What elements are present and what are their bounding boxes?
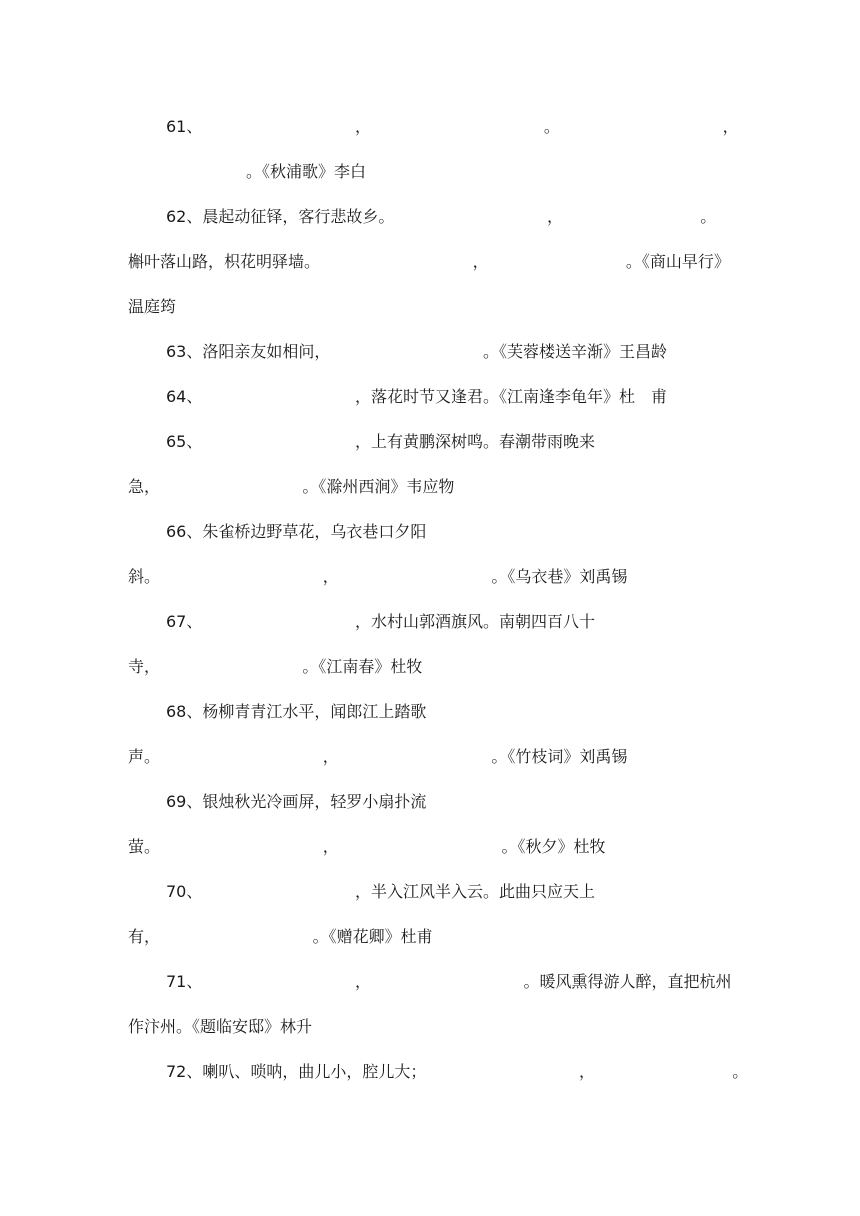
question-70-line-2: 有， 。《赠花卿》杜甫 (128, 927, 433, 946)
question-63-line-1: 63、洛阳亲友如相问， 。《芙蓉楼送辛渐》王昌龄 (166, 342, 667, 361)
question-65-line-2: 急， 。《滁州西涧》韦应物 (128, 477, 455, 496)
question-72-line-1: 72、喇叭、唢呐，曲儿小，腔儿大； ， 。 (166, 1062, 749, 1081)
question-71-line-1: 71、 ， 。暖风熏得游人醉，直把杭州 (166, 972, 732, 991)
question-68-line-1: 68、杨柳青青江水平，闻郎江上踏歌 (166, 702, 427, 721)
question-69-line-2: 萤。 ， 。《秋夕》杜牧 (128, 837, 606, 856)
question-71-line-2: 作汴州。《题临安邸》林升 (128, 1017, 313, 1036)
question-62-line-3: 温庭筠 (128, 297, 177, 316)
question-69-line-1: 69、银烛秋光冷画屏，轻罗小扇扑流 (166, 792, 427, 811)
question-61-line-2: 。《秋浦歌》李白 (246, 162, 367, 181)
question-62-line-2: 槲叶落山路，枳花明驿墙。 ， 。《商山早行》 (128, 252, 730, 271)
question-68-line-2: 声。 ， 。《竹枝词》刘禹锡 (128, 747, 628, 766)
question-67-line-2: 寺， 。《江南春》杜牧 (128, 657, 423, 676)
question-70-line-1: 70、 ，半入江风半入云。此曲只应天上 (166, 882, 595, 901)
question-66-line-2: 斜。 ， 。《乌衣巷》刘禹锡 (128, 567, 628, 586)
question-62-line-1: 62、晨起动征铎，客行悲故乡。 ， 。 (166, 207, 717, 226)
question-64-line-1: 64、 ，落花时节又逢君。《江南逢李龟年》杜 甫 (166, 387, 667, 406)
question-67-line-1: 67、 ，水村山郭酒旗风。南朝四百八十 (166, 612, 595, 631)
question-61-line-1: 61、 ， 。 ， (166, 117, 739, 136)
question-65-line-1: 65、 ，上有黄鹏深树鸣。春潮带雨晚来 (166, 432, 595, 451)
question-66-line-1: 66、朱雀桥边野草花，乌衣巷口夕阳 (166, 522, 427, 541)
